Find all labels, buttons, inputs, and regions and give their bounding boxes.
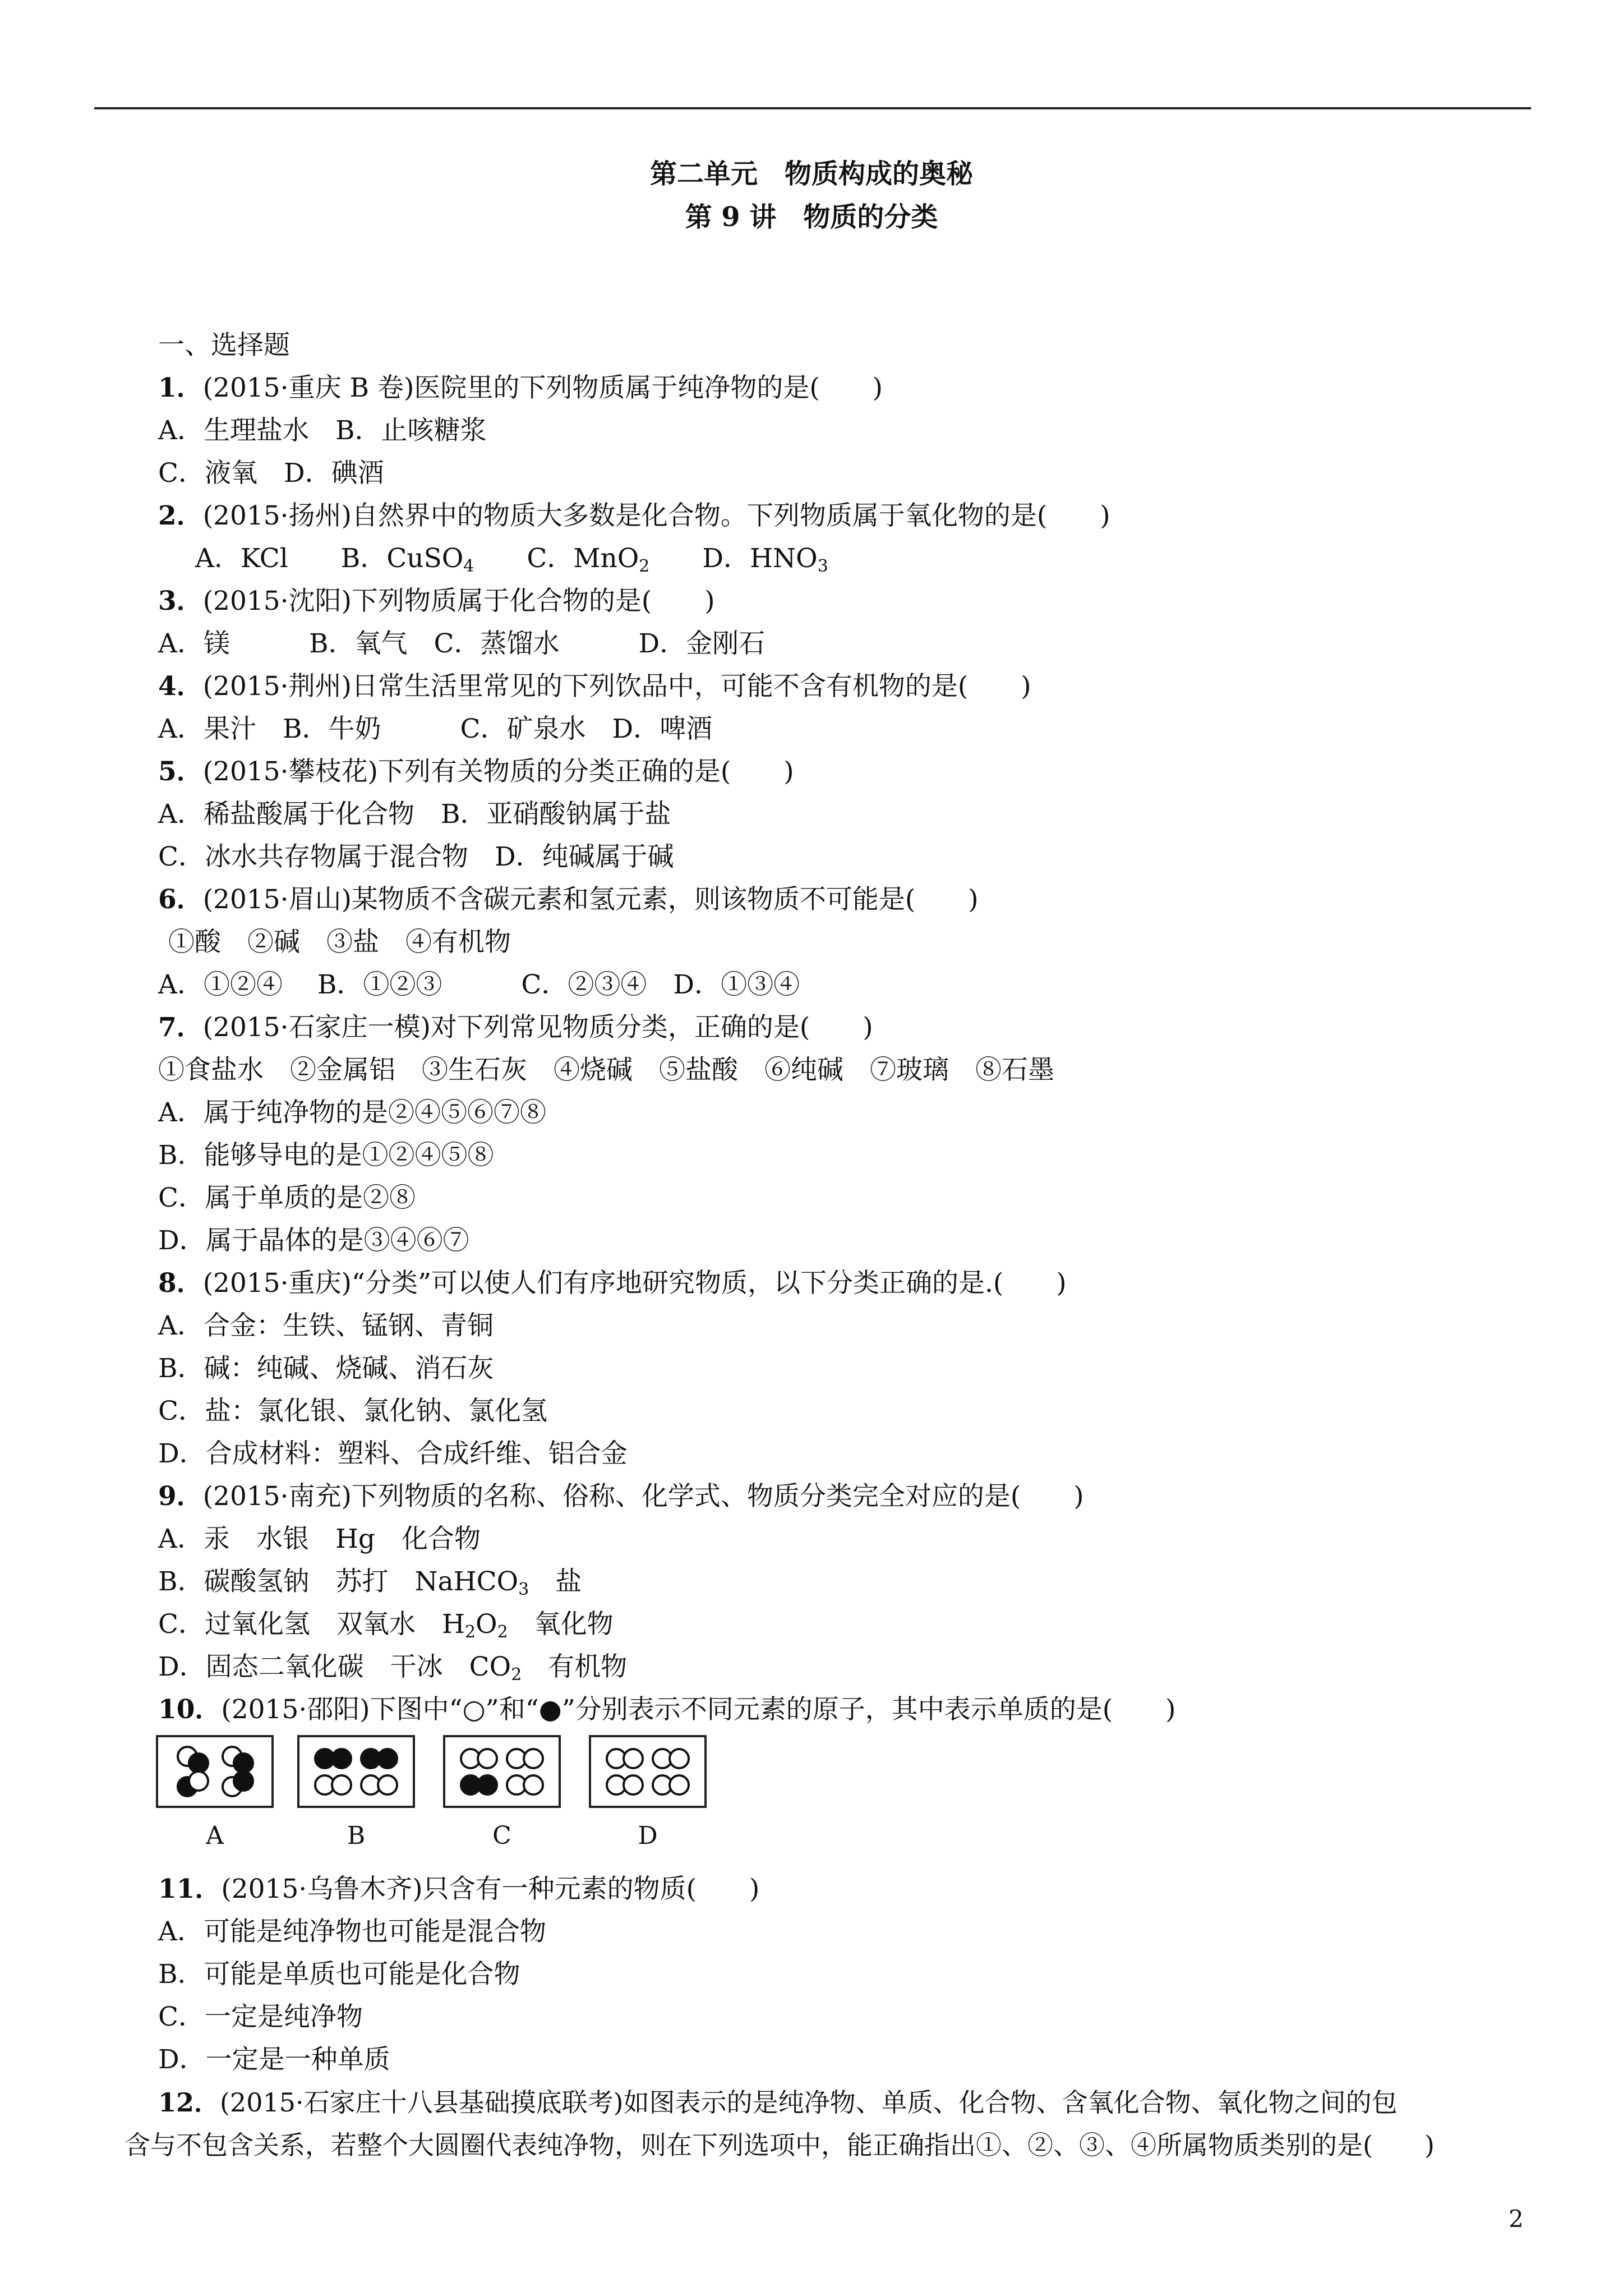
question-2: 2．(2015·扬州)自然界中的物质大多数是化合物。下列物质属于氧化物的是( ) [158,500,1110,531]
q7-option-b: B．能够导电的是①②④⑤⑧ [158,1140,494,1171]
q4-options: A．果汁 B．牛奶 C．矿泉水 D．啤酒 [158,714,713,744]
section-heading: 一、选择题 [158,330,290,361]
diagram-label-d: D [638,1821,658,1850]
q8-option-b: B．碱：纯碱、烧碱、消石灰 [158,1353,494,1384]
q6-items: ①酸 ②碱 ③盐 ④有机物 [168,927,511,958]
q7-items: ①食盐水 ②金属铝 ③生石灰 ④烧碱 ⑤盐酸 ⑥纯碱 ⑦玻璃 ⑧石墨 [158,1055,1054,1085]
question-4: 4．(2015·荆州)日常生活里常见的下列饮品中，可能不含有机物的是( ) [158,671,1031,702]
q2-options: A．KCl B．CuSO$_4$ C．MnO$_2$ D．$HNO_3$ [195,543,828,576]
q9-option-b: B．碳酸氢钠 苏打 NaHCO$_3$ 盐 [158,1566,582,1599]
molecule-diagram-d [589,1735,707,1808]
q11-option-c: C．一定是纯净物 [158,2001,363,2032]
question-1: 1．(2015·重庆 B 卷)医院里的下列物质属于纯净物的是( ) [158,372,883,403]
q9-option-a: A．汞 水银 Hg 化合物 [158,1524,481,1554]
q5-options-ab: A．稀盐酸属于化合物 B．亚硝酸钠属于盐 [158,799,671,830]
q9-option-c: C．过氧化氢 双氧水 $H_2O_2$ 氧化物 [158,1609,614,1642]
q7-option-d: D．属于晶体的是③④⑥⑦ [158,1225,469,1256]
page-number: 2 [1509,2205,1524,2233]
q8-option-c: C．盐：氯化银、氯化钠、氯化氢 [158,1396,547,1427]
lecture-title: 第 9 讲 物质的分类 [685,201,938,233]
q11-option-d: D．一定是一种单质 [158,2044,390,2075]
diagram-label-c: C [492,1821,511,1850]
q7-option-c: C．属于单质的是②⑧ [158,1182,416,1213]
q6-options: A．①②④ B．①②③ C．②③④ D．①③④ [158,969,800,1000]
question-12-continued: 含与不包含关系，若整个大圆圈代表纯净物，则在下列选项中，能正确指出①、②、③、④所属物质类别的是( ) [125,2130,1435,2160]
question-7: 7．(2015·石家庄一模)对下列常见物质分类，正确的是( ) [158,1012,873,1043]
diagram-label-a: A [206,1821,224,1850]
question-3: 3．(2015·沈阳)下列物质属于化合物的是( ) [158,586,715,616]
unit-title: 第二单元 物质构成的奥秘 [649,158,973,190]
q1-options-ab: A．生理盐水 B．止咳糖浆 [158,415,487,446]
molecule-diagram-b [297,1735,415,1808]
molecule-diagram-c [443,1735,561,1808]
q9-option-d: D．固态二氧化碳 干冰 $CO_2$ 有机物 [158,1651,628,1685]
q8-option-d: D．合成材料：塑料、合成纤维、铝合金 [158,1438,628,1469]
q1-options-cd: C．液氧 D．碘酒 [158,458,384,489]
molecule-diagram-a [156,1735,274,1808]
diagram-label-b: B [347,1821,366,1850]
question-11: 11．(2015·乌鲁木齐)只含有一种元素的物质( ) [158,1874,760,1904]
q11-option-a: A．可能是纯净物也可能是混合物 [158,1916,546,1947]
q3-options: A．镁 B．氧气 C．蒸馏水 D．金刚石 [158,628,766,659]
question-10: 10．(2015·邵阳)下图中“○”和“●”分别表示不同元素的原子，其中表示单质的是( ) [158,1694,1176,1725]
q5-options-cd: C．冰水共存物属于混合物 D．纯碱属于碱 [158,841,674,872]
question-12: 12．(2015·石家庄十八县基础摸底联考)如图表示的是纯净物、单质、化合物、含氧化合物、氧化物之间的包 [158,2087,1398,2118]
question-9: 9．(2015·南充)下列物质的名称、俗称、化学式、物质分类完全对应的是( ) [158,1481,1084,1512]
header-rule [94,107,1531,109]
q11-option-b: B．可能是单质也可能是化合物 [158,1959,520,1990]
q7-option-a: A．属于纯净物的是②④⑤⑥⑦⑧ [158,1097,546,1128]
q8-option-a: A．合金：生铁、锰钢、青铜 [158,1310,494,1341]
question-5: 5．(2015·攀枝花)下列有关物质的分类正确的是( ) [158,756,794,787]
question-8: 8．(2015·重庆)“分类”可以使人们有序地研究物质，以下分类正确的是.( ) [158,1268,1067,1299]
question-6: 6．(2015·眉山)某物质不含碳元素和氢元素，则该物质不可能是( ) [158,884,979,915]
